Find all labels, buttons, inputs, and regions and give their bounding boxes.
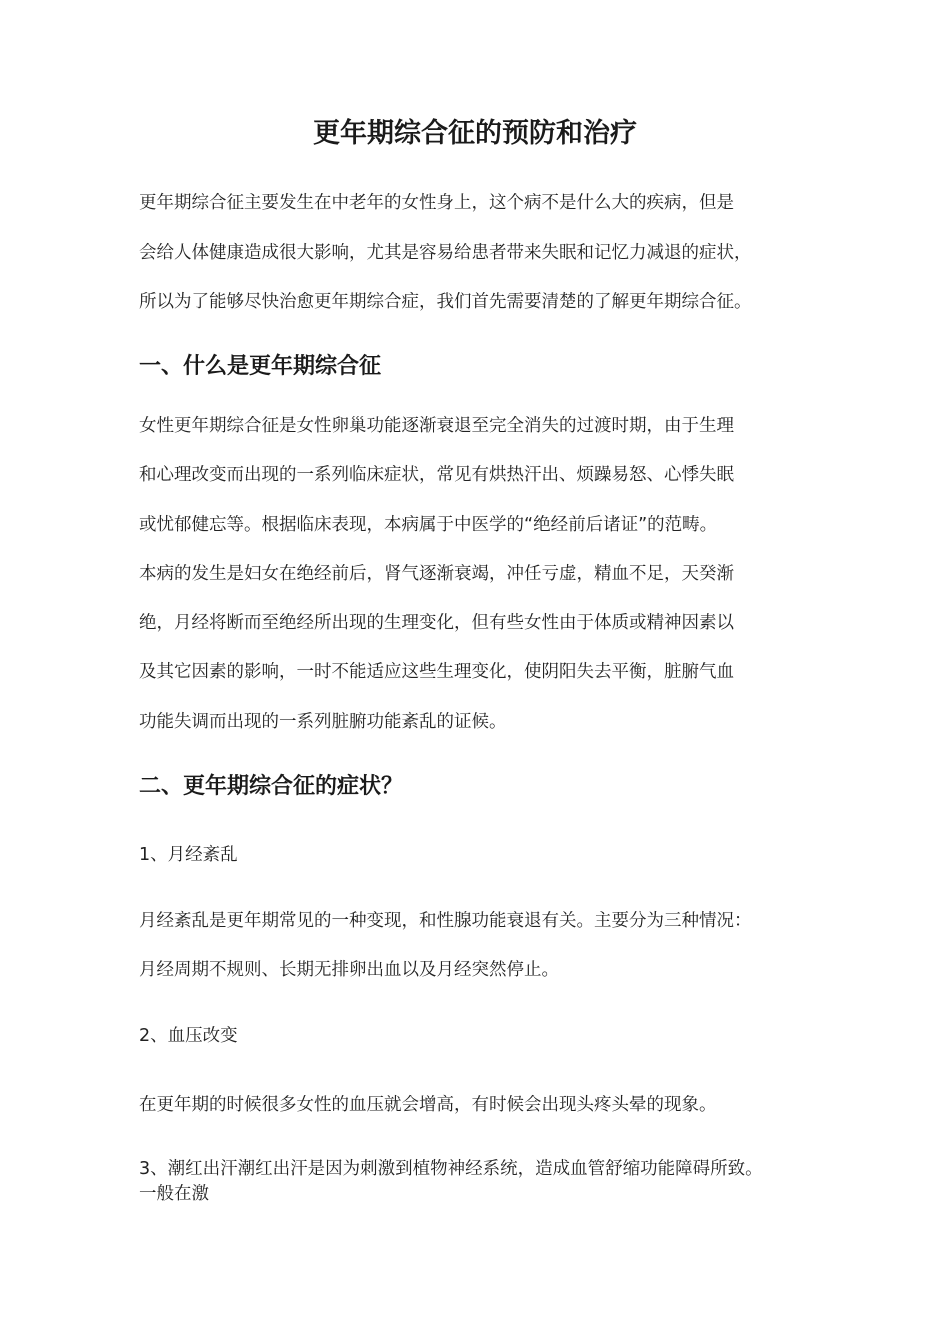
document-title: 更年期综合征的预防和治疗 xyxy=(313,118,637,149)
section-2-heading: 二、更年期综合征的症状？ xyxy=(139,774,404,799)
section-1-line-7: 功能失调而出现的一系列脏腑功能紊乱的证候。 xyxy=(139,712,507,732)
section-1-heading: 一、什么是更年期综合征 xyxy=(139,354,382,379)
intro-line-2: 会给人体健康造成很大影响，尤其是容易给患者带来失眠和记忆力减退的症状， xyxy=(139,243,752,263)
section-1-line-3: 或忧郁健忘等。根据临床表现，本病属于中医学的“绝经前后诸证”的范畴。 xyxy=(139,515,718,535)
section-1-line-6: 及其它因素的影响，一时不能适应这些生理变化，使阴阳失去平衡，脏腑气血 xyxy=(139,662,734,682)
item-3-line-2: 一般在激 xyxy=(139,1184,209,1204)
item-1-title: 1、月经紊乱 xyxy=(139,845,238,865)
section-1-line-2: 和心理改变而出现的一系列临床症状，常见有烘热汗出、烦躁易怒、心悸失眠 xyxy=(139,465,734,485)
item-2-line-1: 在更年期的时候很多女性的血压就会增高，有时候会出现头疼头晕的现象。 xyxy=(139,1095,717,1115)
item-1-line-2: 月经周期不规则、长期无排卵出血以及月经突然停止。 xyxy=(139,960,559,980)
section-1-line-5: 绝，月经将断而至绝经所出现的生理变化，但有些女性由于体质或精神因素以 xyxy=(139,613,734,633)
item-2-title: 2、血压改变 xyxy=(139,1026,238,1046)
section-1-line-4: 本病的发生是妇女在绝经前后，肾气逐渐衰竭，冲任亏虚，精血不足，天癸渐 xyxy=(139,564,734,584)
item-1-line-1: 月经紊乱是更年期常见的一种变现，和性腺功能衰退有关。主要分为三种情况： xyxy=(139,911,752,931)
item-3-line-1: 3、潮红出汗潮红出汗是因为刺激到植物神经系统，造成血管舒缩功能障碍所致。 xyxy=(139,1159,763,1179)
section-1-line-1: 女性更年期综合征是女性卵巢功能逐渐衰退至完全消失的过渡时期，由于生理 xyxy=(139,416,734,436)
intro-line-1: 更年期综合征主要发生在中老年的女性身上，这个病不是什么大的疾病，但是 xyxy=(139,193,734,213)
intro-line-3: 所以为了能够尽快治愈更年期综合症，我们首先需要清楚的了解更年期综合征。 xyxy=(139,292,752,312)
